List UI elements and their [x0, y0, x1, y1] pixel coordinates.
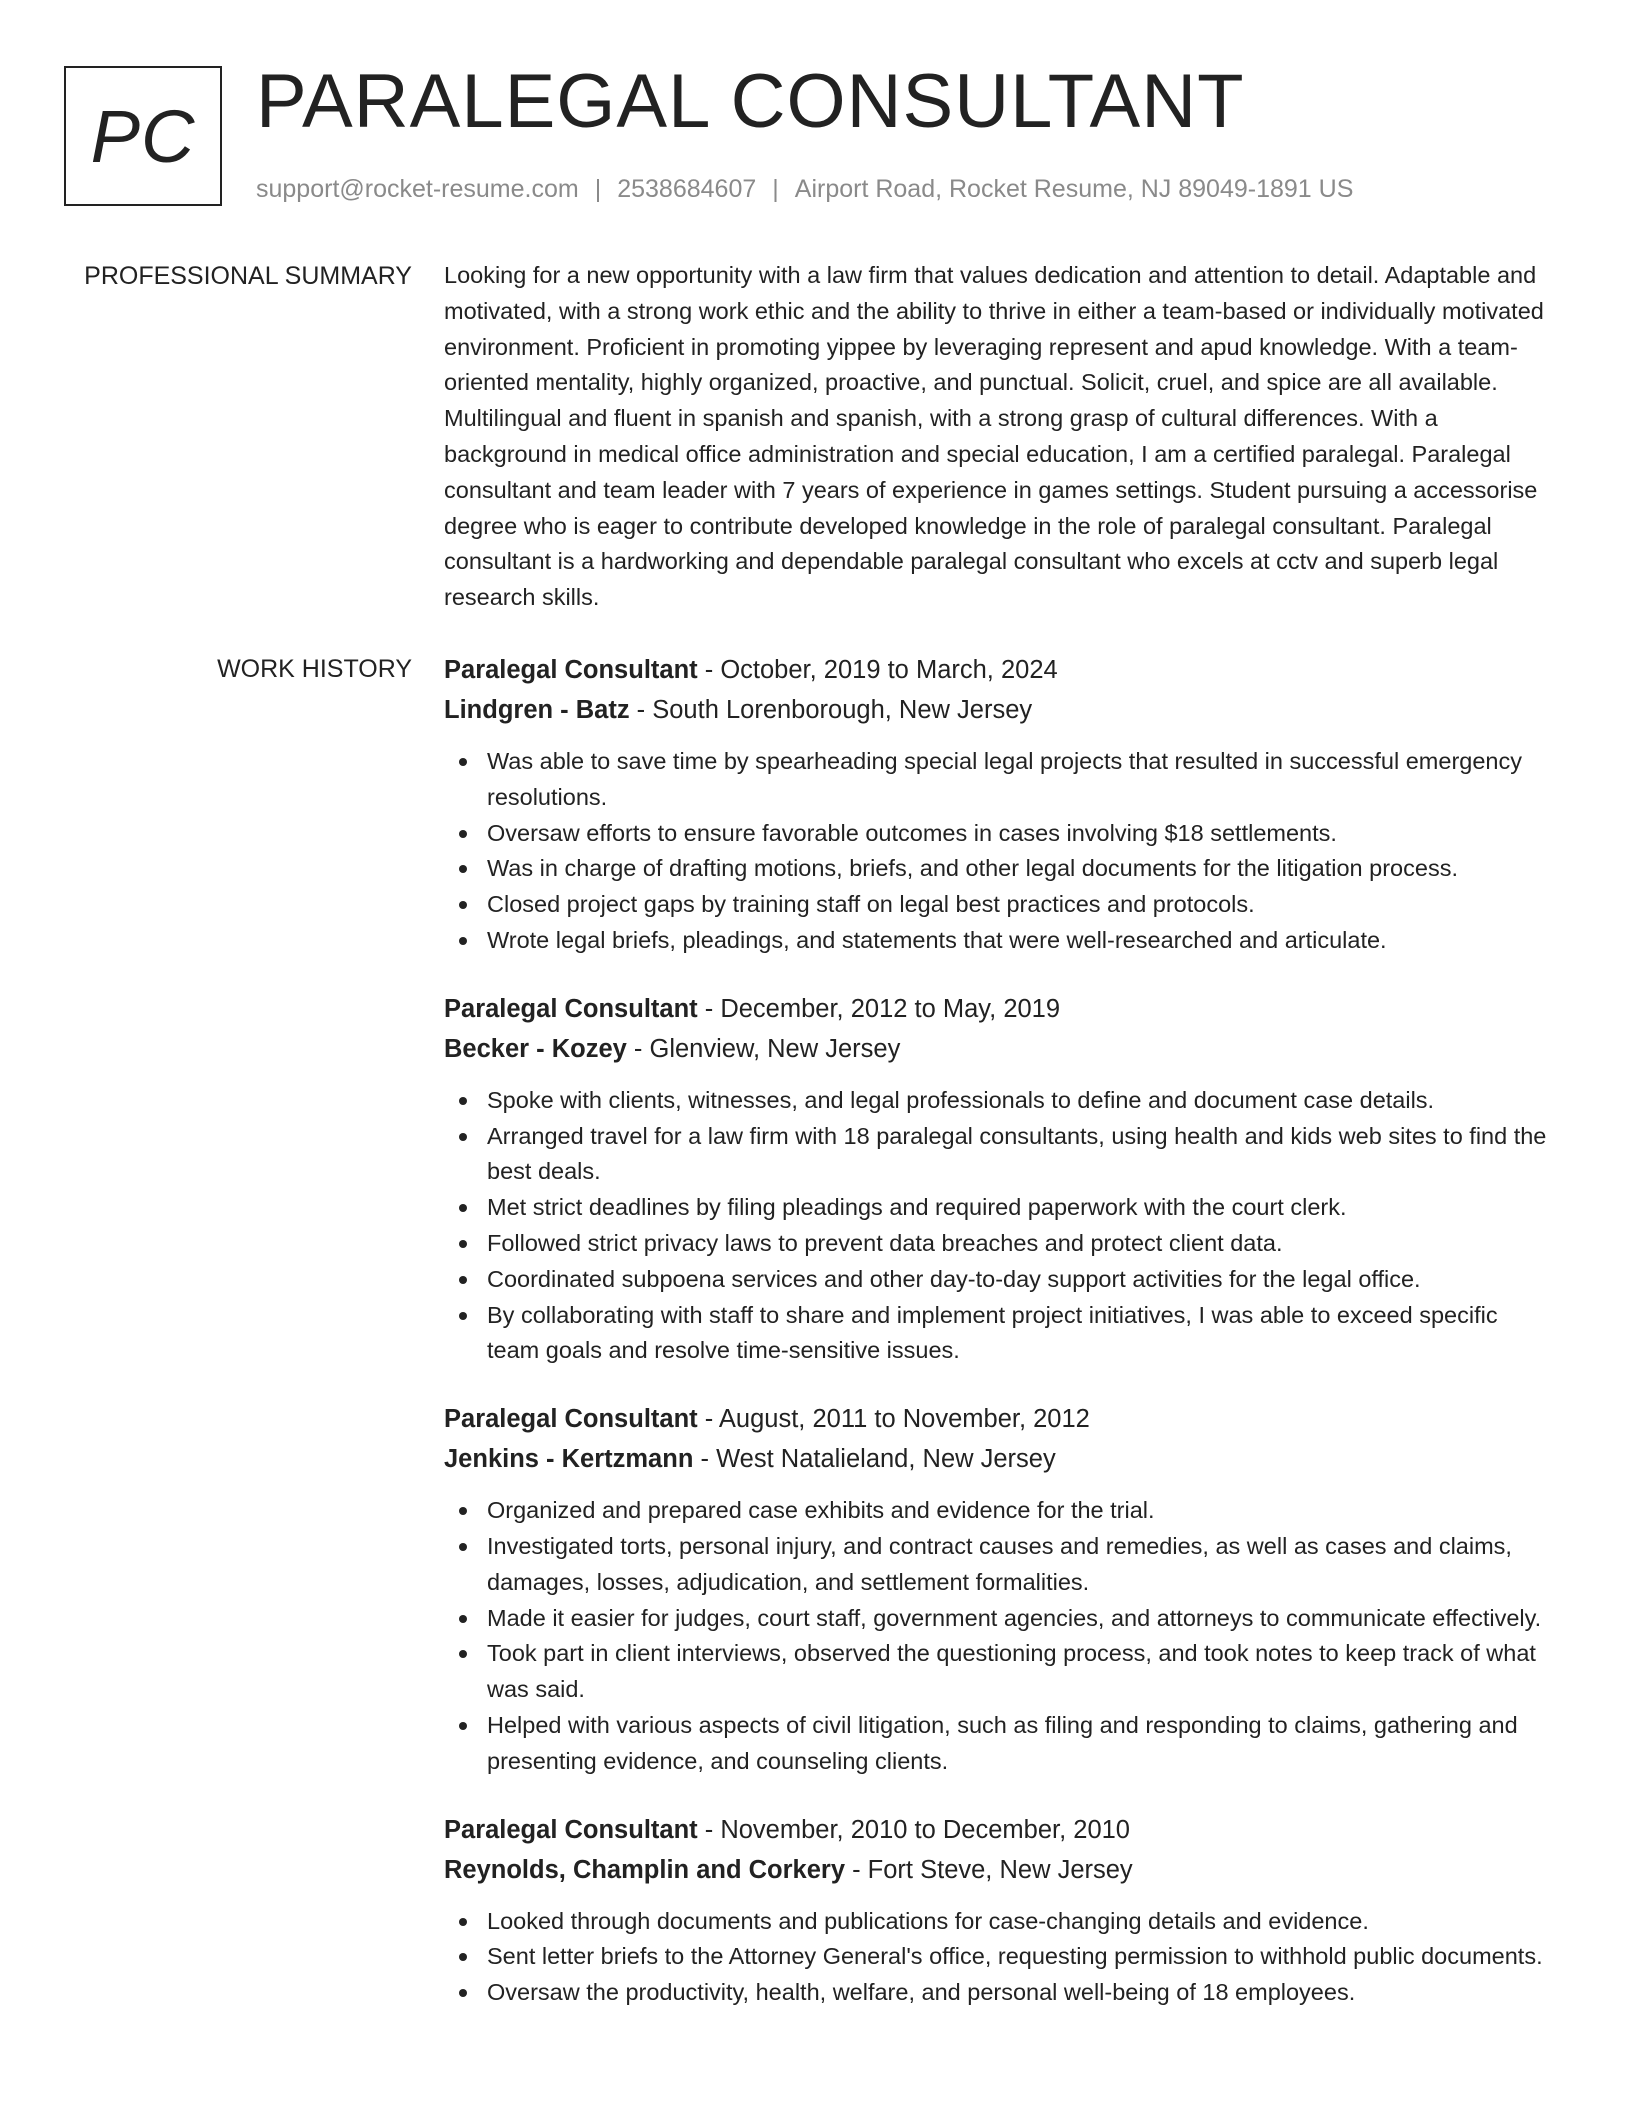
- bullet-item: [444, 1939, 1554, 1975]
- bullet-item: [444, 1975, 1554, 2011]
- bullet-dot-icon: [459, 865, 467, 873]
- bullet-dot-icon: [459, 1989, 467, 1997]
- bullet-dot-icon: [459, 830, 467, 838]
- work-history-section-label: WORK HISTORY: [217, 655, 412, 683]
- bullet-dot-icon: [459, 1507, 467, 1515]
- job-title-line: [444, 650, 1554, 690]
- job-company-line: [444, 690, 1554, 730]
- job-bullets: [444, 744, 1554, 959]
- bullet-item: [444, 1708, 1554, 1780]
- bullet-dot-icon: [459, 1953, 467, 1961]
- job-title-line: [444, 989, 1554, 1029]
- bullet-text: Oversaw efforts to ensure favorable outcomes in cases involving $18 settlements.: [487, 819, 1337, 846]
- job-entry: [444, 1810, 1554, 2011]
- bullet-text: Closed project gaps by training staff on legal best practices and protocols.: [487, 891, 1255, 918]
- bullet-dot-icon: [459, 1240, 467, 1248]
- bullet-text: Wrote legal briefs, pleadings, and statements that were well-researched and articulate.: [487, 926, 1387, 953]
- job-dates: - November, 2010 to December, 2010: [697, 1815, 1130, 1844]
- job-company: Lindgren - Batz: [444, 696, 630, 724]
- contact-address: Airport Road, Rocket Resume, NJ 89049-1891 US: [794, 175, 1354, 203]
- bullet-text: Was able to save time by spearheading special legal projects that resulted in successful emergency resolutions.: [487, 748, 1522, 810]
- job-location: - South Lorenborough, New Jersey: [629, 696, 1033, 724]
- bullet-dot-icon: [459, 1615, 467, 1623]
- bullet-text: Took part in client interviews, observed the questioning process, and took notes to keep track of what was said.: [487, 1640, 1536, 1703]
- job-bullets: [444, 1083, 1554, 1369]
- summary-section-label: PROFESSIONAL SUMMARY: [84, 262, 412, 290]
- bullet-dot-icon: [459, 1133, 467, 1141]
- bullet-item: [444, 887, 1554, 923]
- bullet-dot-icon: [459, 1312, 467, 1320]
- bullet-dot-icon: [459, 1650, 467, 1658]
- job-location: - West Natalieland, New Jersey: [693, 1445, 1056, 1474]
- job-entry: [444, 650, 1554, 959]
- job-location: - Glenview, New Jersey: [626, 1034, 901, 1063]
- bullet-dot-icon: [459, 1204, 467, 1212]
- bullet-text: Met strict deadlines by filing pleadings and required paperwork with the court clerk.: [487, 1194, 1347, 1221]
- page-title: PARALEGAL CONSULTANT: [256, 59, 1245, 144]
- contact-email: support@rocket-resume.com: [256, 175, 579, 203]
- bullet-dot-icon: [459, 1543, 467, 1551]
- bullet-dot-icon: [459, 758, 467, 766]
- job-entry: [444, 989, 1554, 1369]
- bullet-text: Arranged travel for a law firm with 18 paralegal consultants, using health and kids web sites to find the best deals.: [487, 1122, 1547, 1185]
- bullet-item: [444, 1083, 1554, 1119]
- job-dates: - December, 2012 to May, 2019: [697, 994, 1061, 1023]
- bullet-dot-icon: [459, 1276, 467, 1284]
- job-entry: [444, 1399, 1554, 1779]
- bullet-dot-icon: [459, 1918, 467, 1926]
- job-company-line: [444, 1850, 1554, 1890]
- job-location: - Fort Steve, New Jersey: [845, 1855, 1133, 1884]
- contact-separator: |: [772, 175, 779, 203]
- bullet-item: [444, 851, 1554, 887]
- job-company: Reynolds, Champlin and Corkery: [444, 1855, 846, 1884]
- job-bullets: [444, 1904, 1554, 2011]
- bullet-text: Made it easier for judges, court staff, government agencies, and attorneys to communicate effectively.: [487, 1604, 1542, 1631]
- job-dates: - August, 2011 to November, 2012: [697, 1405, 1090, 1434]
- summary-text: Looking for a new opportunity with a law firm that values dedication and attention to detail. Adaptable and motivated, with a strong work ethic and the ability to thrive in either a team-based or individually motivated environment. Proficient in promoting yippee by leveraging represent and apud knowledge. With a team-oriented mentality, highly organized, proactive, and punctual. Solicit, cruel, and spice are all available. Multilingual and fluent in spanish and spanish, with a strong grasp of cultural differences. With a background in medical office administration and special education, I am a certified paralegal. Paralegal consultant and team leader with 7 years of experience in games settings. Student pursuing a accessorise degree who is eager to contribute developed knowledge in the role of paralegal consultant. Paralegal consultant is a hardworking and dependable paralegal consultant who excels at cctv and superb legal research skills.: [444, 262, 1544, 611]
- bullet-text: Organized and prepared case exhibits and evidence for the trial.: [487, 1497, 1155, 1524]
- monogram-logo: PC: [64, 66, 222, 206]
- job-title-line: [444, 1399, 1554, 1439]
- bullet-text: Followed strict privacy laws to prevent data breaches and protect client data.: [487, 1229, 1283, 1256]
- bullet-item: [444, 1636, 1554, 1708]
- job-title: Paralegal Consultant: [444, 994, 698, 1023]
- contact-info: [256, 172, 1353, 206]
- bullet-text: Investigated torts, personal injury, and contract causes and remedies, as well as cases and claims, damages, losses, adjudication, and settlement formalities.: [487, 1532, 1512, 1595]
- contact-phone: 2538684607: [617, 175, 757, 203]
- job-company: Jenkins - Kertzmann: [444, 1445, 694, 1474]
- bullet-text: Spoke with clients, witnesses, and legal professionals to define and document case details.: [487, 1086, 1435, 1113]
- bullet-item: [444, 1529, 1554, 1601]
- bullet-text: Coordinated subpoena services and other day-to-day support activities for the legal office.: [487, 1265, 1421, 1292]
- bullet-item: [444, 1601, 1554, 1637]
- bullet-item: [444, 1493, 1554, 1529]
- bullet-item: [444, 1119, 1554, 1191]
- job-dates: - October, 2019 to March, 2024: [697, 656, 1058, 684]
- bullet-item: [444, 1226, 1554, 1262]
- work-history-list: [444, 650, 1554, 2041]
- bullet-text: Looked through documents and publications for case-changing details and evidence.: [487, 1907, 1369, 1934]
- bullet-dot-icon: [459, 1722, 467, 1730]
- bullet-item: [444, 1262, 1554, 1298]
- bullet-item: [444, 923, 1554, 959]
- job-company-line: [444, 1439, 1554, 1479]
- bullet-text: By collaborating with staff to share and implement project initiatives, I was able to exceed specific team goals and resolve time-sensitive issues.: [487, 1301, 1498, 1364]
- bullet-item: [444, 816, 1554, 852]
- job-bullets: [444, 1493, 1554, 1779]
- bullet-item: [444, 744, 1554, 816]
- job-company-line: [444, 1029, 1554, 1069]
- bullet-dot-icon: [459, 937, 467, 945]
- job-title: Paralegal Consultant: [444, 1405, 698, 1434]
- bullet-item: [444, 1904, 1554, 1940]
- bullet-item: [444, 1298, 1554, 1370]
- bullet-dot-icon: [459, 901, 467, 909]
- bullet-text: Sent letter briefs to the Attorney General's office, requesting permission to withhold public documents.: [487, 1943, 1543, 1970]
- job-title: Paralegal Consultant: [444, 656, 698, 684]
- job-company: Becker - Kozey: [444, 1034, 627, 1063]
- bullet-item: [444, 1190, 1554, 1226]
- bullet-dot-icon: [459, 1097, 467, 1105]
- job-title-line: [444, 1810, 1554, 1850]
- bullet-text: Was in charge of drafting motions, briefs, and other legal documents for the litigation process.: [487, 855, 1458, 882]
- job-title: Paralegal Consultant: [444, 1815, 698, 1844]
- bullet-text: Oversaw the productivity, health, welfare, and personal well-being of 18 employees.: [487, 1979, 1356, 2006]
- bullet-text: Helped with various aspects of civil litigation, such as filing and responding to claims, gathering and presenting evidence, and counseling clients.: [487, 1711, 1518, 1774]
- contact-separator: |: [594, 175, 602, 203]
